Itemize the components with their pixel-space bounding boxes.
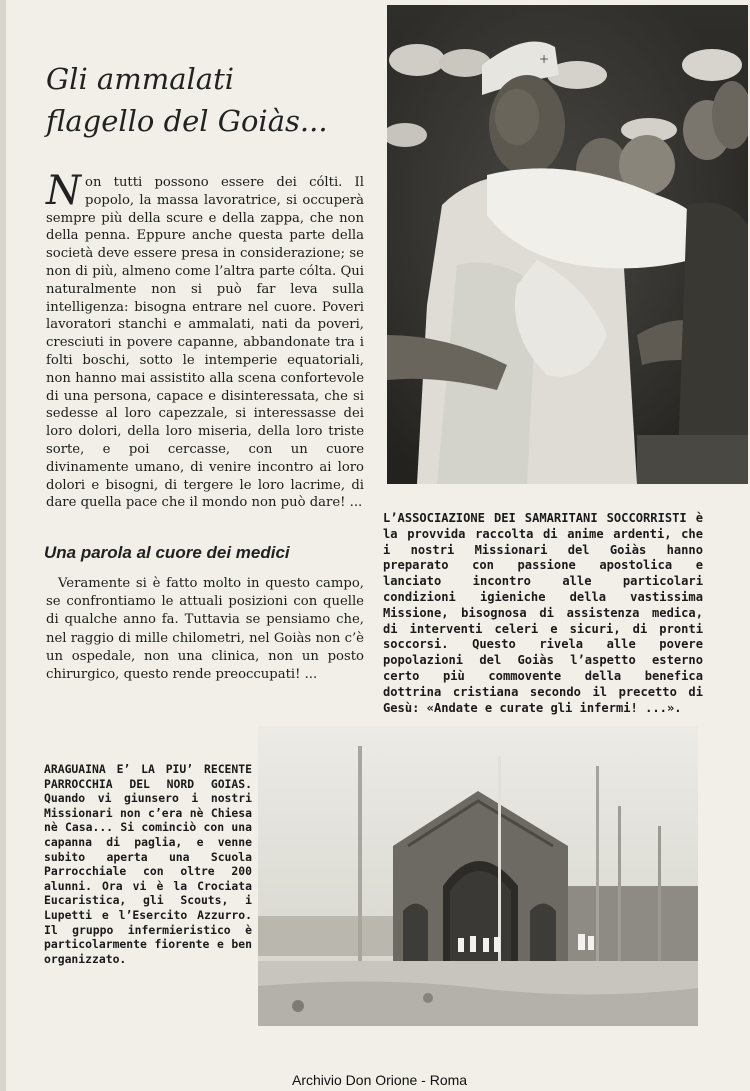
samaritani-caption (383, 511, 703, 716)
nurse-photo-illustration (387, 5, 748, 484)
paragraph-1-text: on tutti possono essere dei cólti. Il popolo, la massa lavoratrice, si occuperà sempre più della scure e della zappa, che non della penna. Eppure anche questa parte della società deve essere presa in considerazione; se non di più, almeno come l’altra parte cólta. Qui naturalmente non si può far leva sulla intelligenza: bisogna entrare nel cuore. Poveri lavoratori stanchi e ammalati, nati da poveri, cresciuti in povere capanne, abbandonate tra i folti boschi, sotto le intemperie equatoriali, non hanno mai assistito alla scena confortevole di una persona, capace e disinteressata, che si sedesse al loro capezzale, si interessasse dei loro dolori, della loro miseria, della loro triste sorte, e poi cercasse, con un cuore divinamente umano, di venire incontro ai loro dolori e bisogni, di tergere le loro lacrime, di dare quella pace che il mondo non può dare! ... (46, 175, 364, 511)
section-subheading: Una parola al cuore dei medici (44, 543, 290, 562)
article-title (46, 58, 386, 142)
nurse-carrying-child-photo (387, 5, 748, 484)
church-photo-illustration (258, 726, 698, 1026)
title-line-1: Gli ammalati (46, 62, 235, 96)
araguaina-church-photo (258, 726, 698, 1026)
araguaina-caption-text: ARAGUAINA E’ LA PIU’ RECENTE PARROCCHIA DEL NORD GOIAS. Quando vi giunsero i nostri Missionari non c’era nè Chiesa nè Casa... Si cominciò con una capanna di paglia, e venne subito aperta una Scuola Parrocchiale con oltre 200 alunni. Ora vi è la Crociata Eucaristica, gli Scouts, i Lupetti e l’Esercito Azzurro. Il gruppo infermieristico è particolarmente fiorente e ben organizzato. (44, 762, 252, 966)
archive-footer: Archivio Don Orione - Roma (292, 1072, 468, 1088)
article-body-column-2 (46, 575, 364, 684)
article-paragraph-1 (46, 168, 364, 512)
samaritani-caption-text: L’ASSOCIAZIONE DEI SAMARITANI SOCCORRISTI è la provvida raccolta di anime ardenti, che i nostri Missionari del Goiàs hanno preparato con passione apostolica e lanciato incontro alle particolari condizioni igieniche della vastissima Missione, bisognosa di assistenza medica, di interventi celeri e sicuri, di pronti soccorsi. Questo rivela alle povere popolazioni del Goiàs l’aspetto esterno certo più commovente della benefica dottrina cristiana secondo il precetto di Gesù: «Andate e curate gli infermi! ...». (383, 511, 703, 715)
article-paragraph-2: Veramente si è fatto molto in questo campo, se confrontiamo le attuali posizioni con quelle di qualche anno fa. Tuttavia se pensiamo che, nel raggio di mille chilometri, nel Goiàs non c’è un ospedale, non una clinica, non un posto chirurgico, questo rende preoccupati! ... (46, 576, 364, 683)
article-body-column (46, 168, 364, 512)
title-line-2: flagello del Goiàs... (46, 104, 328, 138)
page-fold-shadow (0, 0, 6, 1091)
drop-cap: N (46, 168, 81, 214)
araguaina-caption (44, 762, 252, 966)
svg-text:+: + (539, 52, 550, 66)
